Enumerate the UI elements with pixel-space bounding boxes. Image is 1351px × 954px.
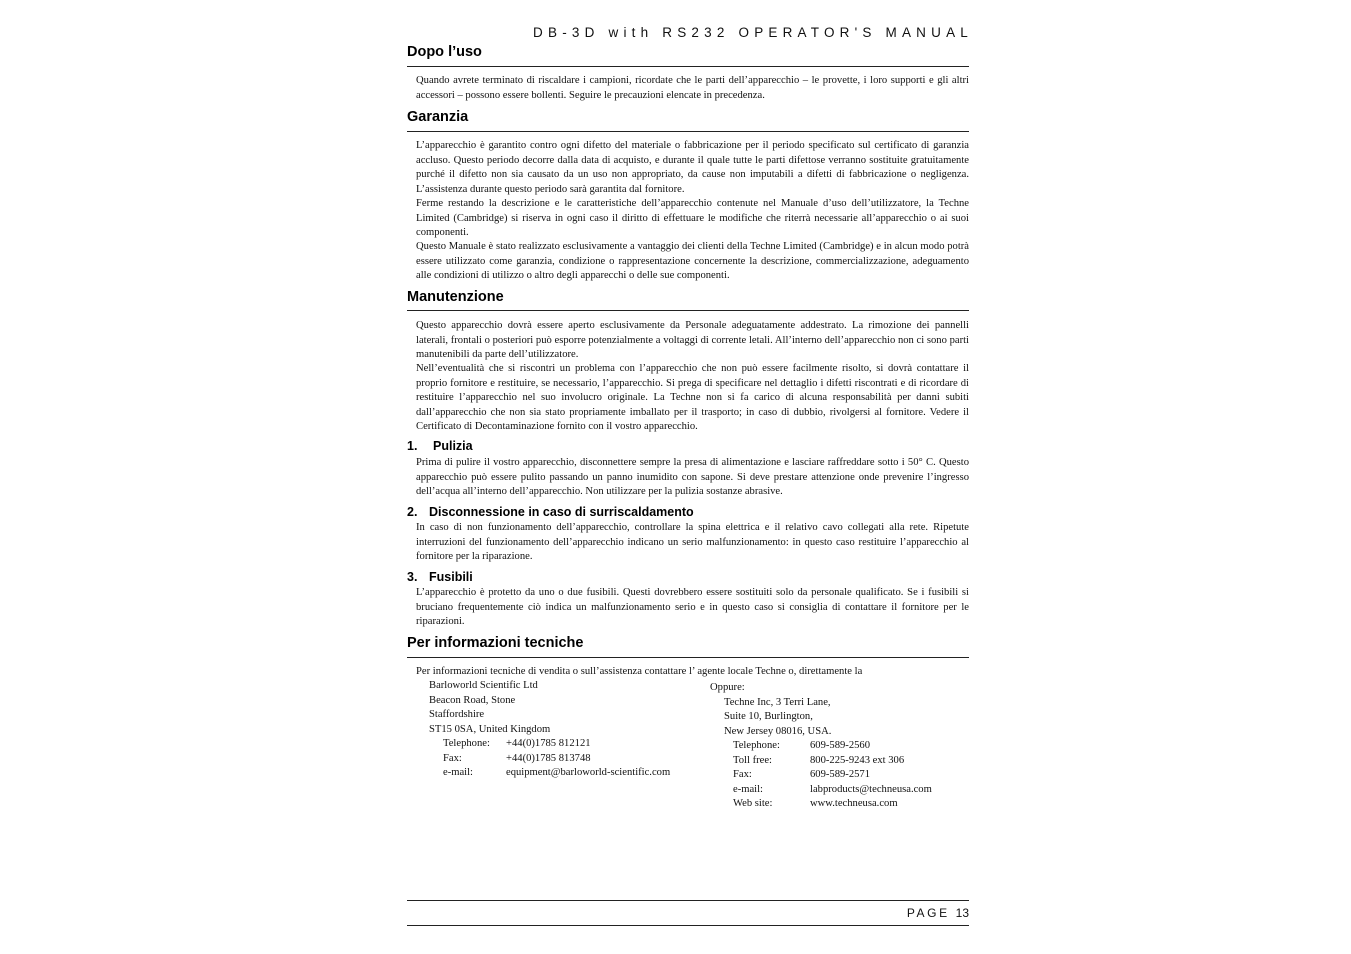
paragraph: In caso di non funzionamento dell’apparecchio, controllare la spina elettrica e il relativo cavo collegati alla rete. Ripetute interruzioni del funzionamento dell’apparecchio indicano un serio malfunzionamento: in questo caso restituire l’apparecchio al fornitore per la riparazione. bbox=[416, 522, 969, 562]
contact-email-link[interactable]: equipment@barloworld-scientific.com bbox=[506, 767, 671, 778]
address-line: New Jersey 08016, USA. bbox=[724, 725, 832, 737]
contact-label: Web site: bbox=[733, 798, 773, 809]
section-rule bbox=[407, 66, 969, 67]
address-line: Barloworld Scientific Ltd bbox=[429, 680, 538, 691]
contact-row bbox=[443, 737, 670, 752]
contact-value: +44(0)1785 812121 bbox=[506, 738, 591, 749]
paragraph: Questo Manuale è stato realizzato esclusivamente a vantaggio dei clienti della Techne Limited (Cambridge) e in alcun modo potrà essere utilizzato come garanzia, condizione o rappresentazione concernente la descrizione, commercializzazione, adeguamento alle condizioni di utilizzo o altro degli apparecchi o delle sue componenti. bbox=[416, 241, 969, 281]
section-title-manutenzione: Manutenzione bbox=[407, 289, 504, 305]
section-rule bbox=[407, 131, 969, 132]
subsection-number: 1. bbox=[407, 439, 418, 453]
paragraph: L’apparecchio è protetto da uno o due fusibili. Questi dovrebbero essere sostituiti solo da personale qualificato. Se i fusibili si bruciano frequentemente ciò indica un malfunzionamento serio e in questo caso si consiglia di contattare il fornitore per le riparazioni. bbox=[416, 587, 969, 627]
contact-value: +44(0)1785 813748 bbox=[506, 752, 591, 764]
page-number-value: 13 bbox=[955, 906, 969, 920]
contact-label: Telephone: bbox=[443, 738, 490, 749]
subsection-title-disconnessione bbox=[407, 504, 969, 520]
contact-value: 609-589-2571 bbox=[810, 769, 871, 780]
contact-email-link[interactable]: labproducts@techneusa.com bbox=[810, 783, 932, 795]
contact-intro: Per informazioni tecniche di vendita o sull’assistenza contattare l’ agente locale Techne o, direttamente la bbox=[416, 666, 863, 677]
contact-row bbox=[733, 768, 932, 783]
paragraph: L’apparecchio è garantito contro ogni difetto del materiale o fabbricazione per il periodo specificato sul certificato di garanzia accluso. Questo periodo decorre dalla data di acquisto, e durante il quale tutte le parti difettose verranno sostituite gratuitamente purché il difetto non sia causato da un uso non appropriato, da cause non imputabili a difetti di fabbricazione o negligenza. L’assistenza durante questo periodo sarà garantita dal fornitore. bbox=[416, 140, 969, 195]
section-rule bbox=[407, 310, 969, 311]
contact-row bbox=[733, 797, 932, 812]
contact-label: e-mail: bbox=[733, 783, 764, 795]
address-line: Suite 10, Burlington, bbox=[724, 711, 813, 722]
section-title-garanzia: Garanzia bbox=[407, 109, 469, 125]
contact-row bbox=[733, 739, 932, 754]
manual-page bbox=[407, 0, 973, 954]
subsection-number: 3. bbox=[407, 570, 418, 584]
subsection-label: Fusibili bbox=[429, 570, 473, 584]
address-line: ST15 0SA, United Kingdom bbox=[429, 723, 551, 735]
paragraph: Questo apparecchio dovrà essere aperto esclusivamente da Personale adeguatamente addestrato. La rimozione dei pannelli laterali, frontali o posteriori può esporre potenzialmente a voltaggi di corrente letali. All’interno dell’apparecchio non ci sono parti manutenibili da parte dell’utilizzatore. bbox=[416, 320, 969, 360]
or-label: Oppure: bbox=[710, 682, 745, 693]
subsection-label: Disconnessione in caso di surriscaldamento bbox=[429, 505, 694, 519]
section-title-info-tecniche: Per informazioni tecniche bbox=[407, 635, 584, 651]
footer-rule bbox=[407, 900, 969, 901]
paragraph: Nell’eventualità che si riscontri un problema con l’apparecchio che non può essere facilmente risolto, si dovrà contattare il proprio fornitore e restituire, se necessario, l’apparecchio. Si prega di specificare nel dettaglio i difetti riscontrati e di ricordare di restituire l’apparecchio nel suo involucro originale. La Techne non si fa carico di alcuna responsabilità per danni subiti dall’apparecchio che non sia stato propriamente imballato per il trasporto; in caso di dubbio, rivolgersi al fornitore. Vedere il Certificato di Decontaminazione fornito con il vostro apparecchio. bbox=[416, 363, 969, 432]
section-title-dopo-uso: Dopo l’uso bbox=[407, 44, 482, 60]
page-number bbox=[907, 906, 969, 920]
paragraph: Quando avrete terminato di riscaldare i campioni, ricordate che le parti dell’apparecchio – le provette, i loro supporti e gli altri accessori – possono essere bollenti. Seguire le precauzioni elencate in precedenza. bbox=[416, 75, 969, 101]
contact-label: Fax: bbox=[733, 769, 752, 780]
running-header: DB-3D with RS232 OPERATOR'S MANUAL bbox=[533, 25, 973, 40]
contact-label: Toll free: bbox=[733, 754, 772, 766]
section-rule bbox=[407, 657, 969, 658]
contact-row bbox=[733, 783, 932, 798]
footer-rule bbox=[407, 925, 969, 926]
contact-label: Telephone: bbox=[733, 740, 780, 751]
contact-value: 800-225-9243 ext 306 bbox=[810, 754, 905, 766]
contact-label: e-mail: bbox=[443, 767, 474, 778]
address-line: Staffordshire bbox=[429, 709, 485, 720]
contact-row bbox=[443, 752, 670, 767]
contact-table-uk bbox=[443, 737, 670, 781]
subsection-label: Pulizia bbox=[433, 439, 473, 453]
paragraph: Prima di pulire il vostro apparecchio, disconnettere sempre la presa di alimentazione e lasciare raffreddare sotto i 50° C. Questo apparecchio può essere pulito passando un panno inumidito con sapone. Si deve prestare attenzione onde prevenire l’ingresso dell’acqua all’interno dell’apparecchio. Non utilizzare per la pulizia sostanze abrasive. bbox=[416, 457, 969, 497]
subsection-title-fusibili bbox=[407, 569, 969, 585]
subsection-number: 2. bbox=[407, 505, 418, 519]
us-address bbox=[724, 696, 932, 740]
contact-row bbox=[443, 766, 670, 781]
contact-row bbox=[733, 754, 932, 769]
address-line: Techne Inc, 3 Terri Lane, bbox=[724, 696, 831, 708]
address-line: Beacon Road, Stone bbox=[429, 694, 516, 706]
contact-block-us bbox=[710, 681, 932, 812]
paragraph: Ferme restando la descrizione e le caratteristiche dell’apparecchio contenute nel Manuale d’uso dell’utilizzatore, la Techne Limited (Cambridge) si riserva in ogni caso il diritto di effettuare le modifiche che riterrà necessarie all’apparecchio o ai suoi componenti. bbox=[416, 198, 969, 238]
contact-table-us bbox=[733, 739, 932, 812]
contact-label: Fax: bbox=[443, 752, 462, 764]
website-link[interactable]: www.techneusa.com bbox=[810, 798, 898, 809]
page-label: PAGE bbox=[906, 906, 950, 920]
subsection-title-pulizia bbox=[407, 438, 969, 454]
contact-value: 609-589-2560 bbox=[810, 740, 871, 751]
contact-block-uk bbox=[429, 679, 670, 781]
